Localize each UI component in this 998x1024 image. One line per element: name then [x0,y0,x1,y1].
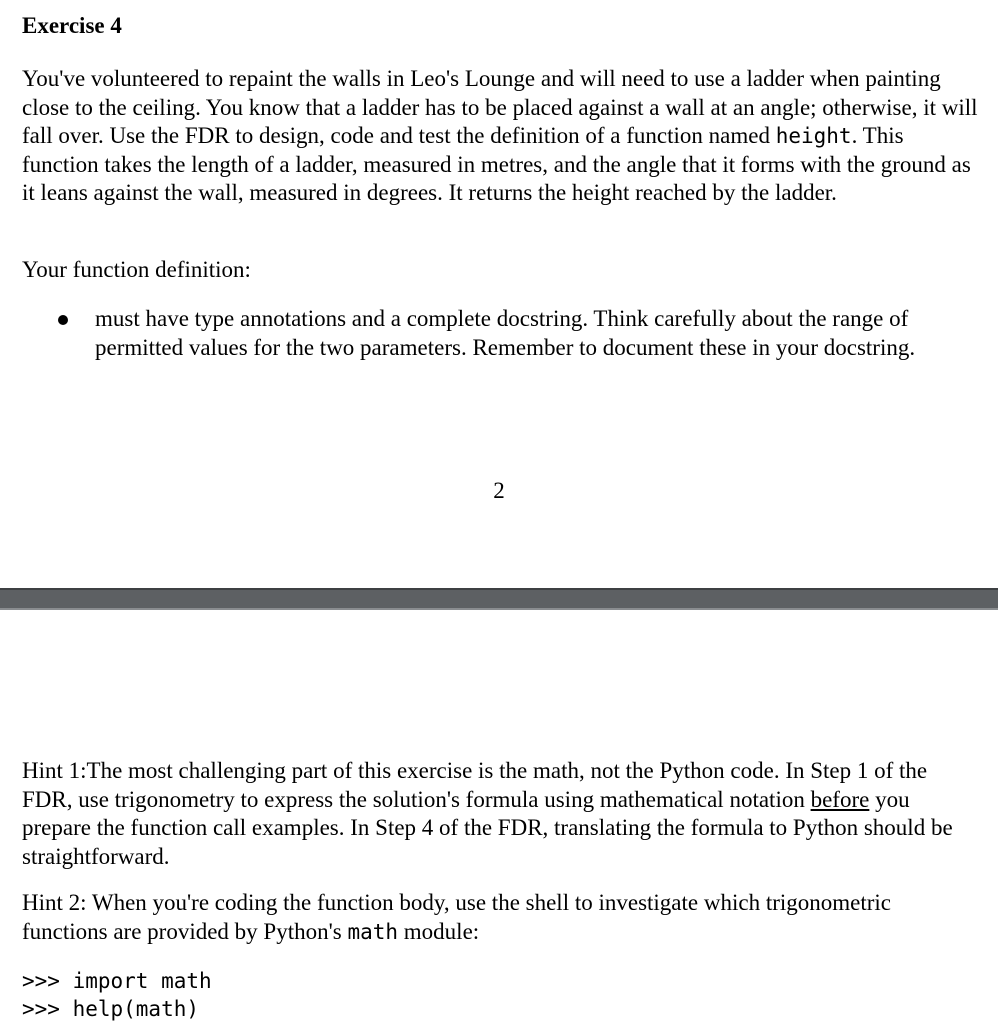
code-line-help: >>> help(math) [22,997,200,1021]
exercise-title: Exercise 4 [22,13,122,38]
page-number: 2 [493,478,505,503]
hint-2-text-part-1: Hint 2: When you're coding the function body, use the shell to investigate which trigonometric functions are provided by Python's [22,890,892,944]
hint-1-text-part-2: you prepare the function call examples. In Step 4 of the FDR, translating the formula to Python should be straightforward. [22,786,953,869]
intro-text-part-2: . This function takes the length of a ladder, measured in metres, and the angle that it forms with the ground as it leans against the wall, measured in degrees. It returns the height reached by the ladder. [22,123,971,205]
requirement-text: must have type annotations and a complete docstring. Think carefully about the range of permitted values for the two parameters. Remember to document these in your docstring. [95,306,916,360]
function-name-code: height [775,124,852,148]
hint-1-text-part-1: Hint 1:The most challenging part of this exercise is the math, not the Python code. In Step 1 of the FDR, use trigonometry to express the solution's formula using mathematical notation [22,758,928,812]
code-line-import: >>> import math [22,969,212,993]
bullet-icon [58,315,68,325]
intro-text-part-1: You've volunteered to repaint the walls in Leo's Lounge and will need to use a ladder when painting close to the ceiling. You know that a ladder has to be placed against a wall at an angle; otherwise, it will fall over. Use the FDR to design, code and test the definition of a function named [22,66,978,148]
math-module-code: math [347,919,399,944]
shell-code-block [22,967,212,1023]
exercise-intro-paragraph [22,65,982,208]
hint-1-underlined-word: before [810,786,870,812]
hint-2-text-part-2: module: [398,918,480,944]
hint-1-paragraph [22,757,982,871]
page-break-separator [0,588,998,610]
hint-2-paragraph [22,889,982,946]
definition-label: Your function definition: [22,257,251,282]
